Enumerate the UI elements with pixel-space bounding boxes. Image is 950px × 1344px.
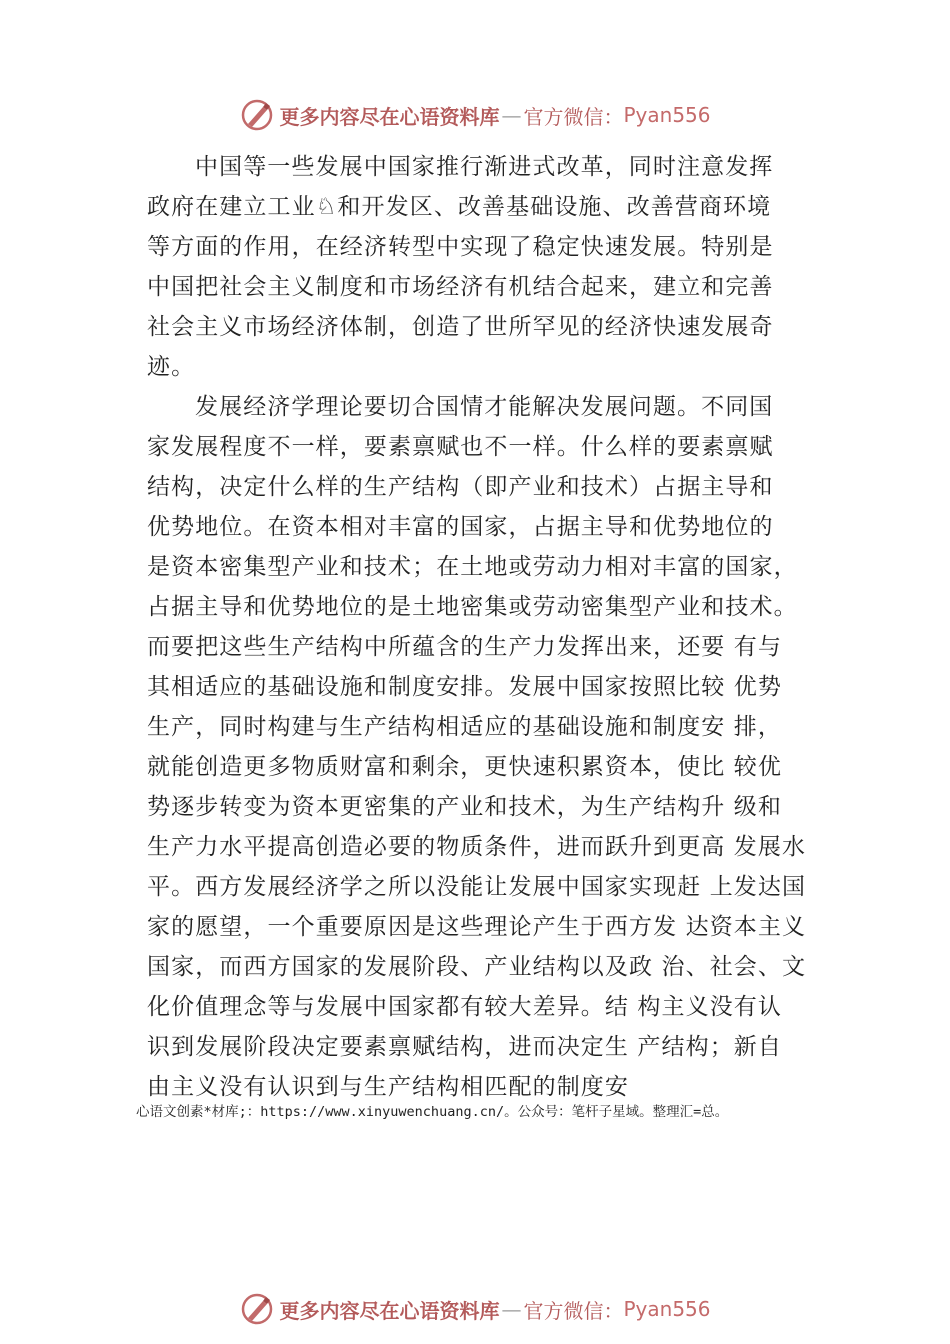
text-line: 是资本密集型产业和技术；在土地或劳动力相对丰富的国家， [147,554,798,580]
pen-seal-icon [239,97,275,133]
text-line: 迹。 [147,354,196,380]
text-line: 生产力水平提高创造必要的物质条件，进而跃升到更高 发展水 [147,834,807,860]
text-line: 家的愿望，一个重要原因是这些理论产生于西方发 达资本主义 [147,914,807,940]
header-wechat-id: Pyan556 [623,103,711,127]
header-highlight: 更多内容尽在心语资料库 [279,104,500,129]
footer-note: 心语文创素*材库;：https://www.xinyuwenchuang.cn/。公众号：笔杆子星域。整理汇=总。 [136,1104,729,1120]
text-line: 政府在建立工业♘和开发区、改善基础设施、改善营商环境 [147,194,772,220]
text-line: 平。西方发展经济学之所以没能让发展中国家实现赶 上发达国 [147,874,807,900]
pen-seal-icon [239,1291,275,1327]
text-line: 识到发展阶段决定要素禀赋结构，进而决定生 产结构；新自 [147,1034,783,1060]
text-line: 优势地位。在资本相对丰富的国家，占据主导和优势地位的 [147,514,774,540]
header-wechat-label: 官方微信： [523,104,624,129]
text-line: 其相适应的基础设施和制度安排。发展中国家按照比较 优势 [147,674,783,700]
text-line: 由主义没有认识到与生产结构相匹配的制度安 [147,1074,629,1100]
header-dash: — [501,103,522,127]
footer-dash: — [501,1297,522,1321]
text-line: 国家，而西方国家的发展阶段、产业结构以及政 治、社会、文 [147,954,807,980]
text-line: 而要把这些生产结构中所蕴含的生产力发挥出来，还要 有与 [147,634,783,660]
text-line: 占据主导和优势地位的是土地密集或劳动密集型产业和技术。 [147,594,798,620]
text-line: 中国等一些发展中国家推行渐进式改革，同时注意发挥 [195,154,774,180]
text-line: 发展经济学理论要切合国情才能解决发展问题。不同国 [195,394,774,420]
text-line: 化价值理念等与发展中国家都有较大差异。结 构主义没有认 [147,994,783,1020]
footer-wechat-id: Pyan556 [623,1297,711,1321]
text-line: 家发展程度不一样，要素禀赋也不一样。什么样的要素禀赋 [147,434,774,460]
footer-wechat-label: 官方微信： [523,1298,624,1323]
text-line: 社会主义市场经济体制，创造了世所罕见的经济快速发展奇 [147,314,774,340]
footer-banner [0,1287,950,1331]
text-line: 就能创造更多物质财富和剩余，更快速积累资本，使比 较优 [147,754,783,780]
paragraph-1 [147,147,847,387]
article-body [147,147,847,1107]
text-line: 等方面的作用，在经济转型中实现了稳定快速发展。特别是 [147,234,774,260]
paragraph-2 [147,387,847,1107]
header-banner [0,93,950,137]
text-line: 势逐步转变为资本更密集的产业和技术，为生产结构升 级和 [147,794,783,820]
footer-highlight: 更多内容尽在心语资料库 [279,1298,500,1323]
text-line: 结构，决定什么样的生产结构（即产业和技术）占据主导和 [147,474,774,500]
text-line: 生产，同时构建与生产结构相适应的基础设施和制度安 排， [147,714,783,740]
text-line: 中国把社会主义制度和市场经济有机结合起来，建立和完善 [147,274,774,300]
